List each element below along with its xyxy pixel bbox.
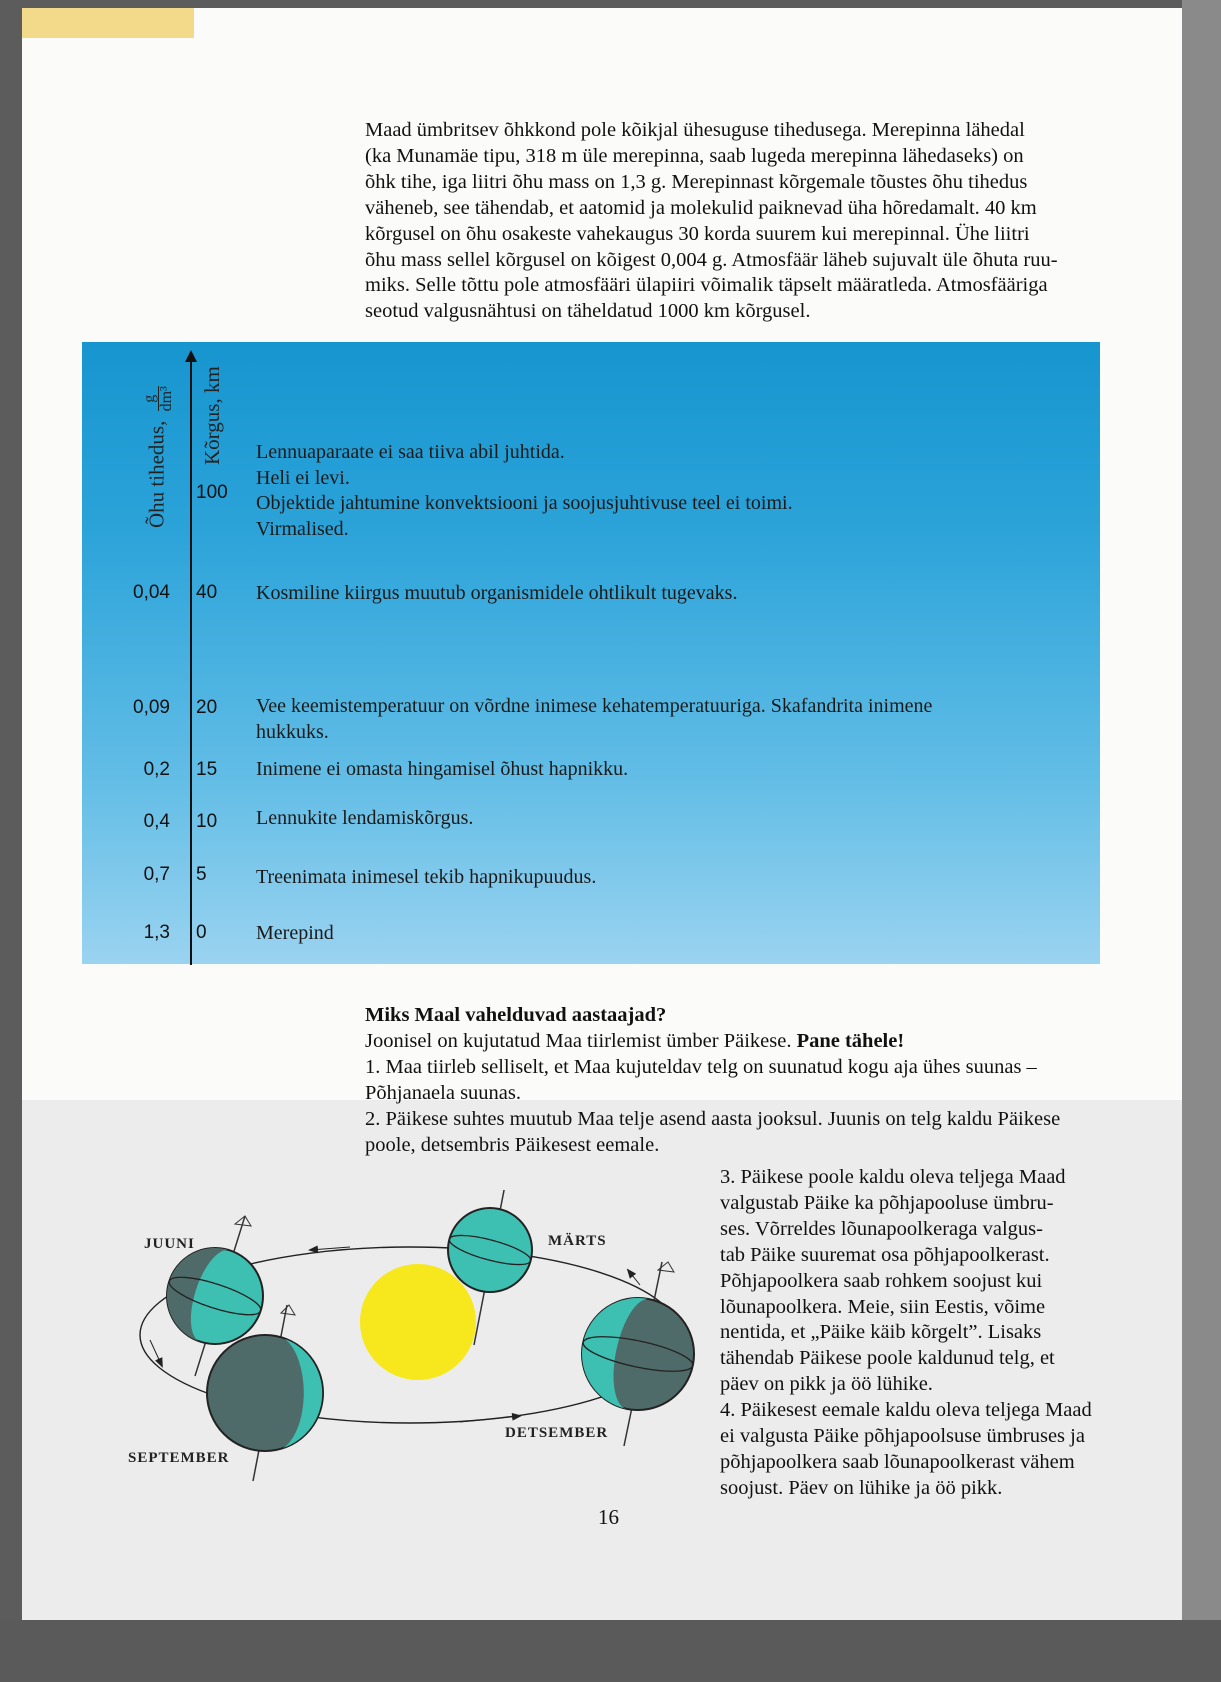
seasons-line: 1. Maa tiirleb selliselt, et Maa kujuteldav telg on suunatud kogu aja ühes suunas – — [365, 1055, 1037, 1078]
row-line: Heli ei levi. — [256, 466, 350, 489]
page-tab-marker — [22, 8, 194, 38]
atmosphere-row-text — [256, 865, 956, 891]
intro-line: kõrgusel on õhu osakeste vahekaugus 30 korda suurem kui merepinnal. Ühe liitri — [365, 222, 1030, 245]
orbit-arrow — [628, 1270, 640, 1285]
page-edge — [1182, 0, 1221, 1682]
density-unit-denominator: dm³ — [158, 386, 175, 412]
seasons-line: 2. Päikese suhtes muutub Maa telje asend aasta jooksul. Juunis on telg kaldu Päikese — [365, 1107, 1061, 1130]
page-number: 16 — [598, 1505, 619, 1529]
row-line: Virmalised. — [256, 517, 349, 540]
density-value: 0,2 — [143, 759, 170, 780]
row-line: Treenimata inimesel tekib hapnikupuudus. — [256, 866, 597, 888]
atmosphere-row-text — [256, 806, 956, 832]
altitude-value: 40 — [196, 582, 218, 603]
density-unit-numerator: g — [142, 386, 159, 411]
section-heading: Miks Maal vahelduvad aastaajad? — [365, 1004, 667, 1026]
label-december: DETSEMBER — [505, 1425, 609, 1441]
seasons-intro: Joonisel on kujutatud Maa tiirlemist ümber Päikese. — [365, 1029, 792, 1052]
seasons-line: 3. Päikese poole kaldu oleva teljega Maad — [720, 1166, 1066, 1188]
altitude-axis — [190, 360, 192, 965]
orbit-diagram — [120, 1190, 710, 1490]
label-march: MÄRTS — [548, 1233, 607, 1249]
intro-line: väheneb, see tähendab, et aatomid ja molekulid paiknevad üha hõredamalt. 40 km — [365, 196, 1037, 219]
altitude-value: 5 — [196, 864, 207, 885]
intro-line: Maad ümbritsev õhkkond pole kõikjal ühesuguse tihedusega. Merepinna lähedal — [365, 119, 1025, 141]
altitude-value: 15 — [196, 759, 218, 780]
label-september: SEPTEMBER — [128, 1450, 230, 1466]
altitude-value: 100 — [196, 482, 228, 503]
seasons-line — [365, 1029, 1105, 1055]
row-line: Lennukite lendamiskõrgus. — [256, 807, 474, 829]
seasons-line: poole, detsembris Päikesest eemale. — [365, 1133, 660, 1156]
intro-line: miks. Selle tõttu pole atmosfääri ülapiiri võimalik täpselt määratleda. Atmosfääriga — [365, 274, 1048, 297]
density-value: 0,4 — [143, 811, 170, 832]
seasons-text-right — [720, 1165, 1105, 1502]
altitude-value: 10 — [196, 811, 218, 832]
seasons-line: põhjapoolkera saab lõunapoolkerast vähem — [720, 1450, 1075, 1473]
orbit-arrow — [150, 1340, 162, 1366]
density-value: 0,7 — [143, 864, 170, 885]
seasons-line: lõunapoolkera. Meie, siin Eestis, võime — [720, 1295, 1046, 1318]
atmosphere-row-text — [256, 757, 956, 783]
row-line: Vee keemistemperatuur on võrdne inimese kehatemperatuuriga. Skafandrita inimene — [256, 695, 933, 717]
density-value: 0,09 — [133, 697, 170, 718]
row-line: Inimene ei omasta hingamisel õhust hapnikku. — [256, 758, 629, 780]
atmosphere-row-text — [256, 581, 956, 607]
density-axis-title: Õhu tihedus, — [144, 420, 169, 528]
altitude-value: 20 — [196, 697, 218, 718]
intro-line: seotud valgusnähtusi on täheldatud 1000 km kõrgusel. — [365, 300, 811, 323]
seasons-line: Põhjapoolkera saab rohkem soojust kui — [720, 1269, 1043, 1292]
seasons-line: tab Päike suuremat osa põhjapoolkerast. — [720, 1243, 1050, 1266]
row-line: Kosmiline kiirgus muutub organismidele ohtlikult tugevaks. — [256, 582, 738, 604]
seasons-line: soojust. Päev on lühike ja öö pikk. — [720, 1476, 1003, 1499]
seasons-text — [365, 1003, 1105, 1158]
density-value: 1,3 — [143, 922, 170, 943]
density-value: 0,04 — [133, 582, 170, 603]
seasons-line: nentida, et „Päike käib kõrgelt”. Lisaks — [720, 1321, 1042, 1344]
row-line: Objektide jahtumine konvektsiooni ja soojusjuhtivuse teel ei toimi. — [256, 492, 793, 514]
label-june: JUUNI — [144, 1236, 195, 1252]
orbit-arrow — [460, 1416, 520, 1422]
intro-line: (ka Munamäe tipu, 318 m üle merepinna, saab lugeda merepinna lähedaseks) on — [365, 144, 1024, 167]
atmosphere-row-text — [256, 440, 956, 542]
altitude-axis-label: Kõrgus, km — [200, 366, 224, 465]
seasons-line: ses. Võrreldes lõunapoolkeraga valgus- — [720, 1217, 1043, 1240]
seasons-line: valgustab Päike ka põhjapooluse ümbru- — [720, 1191, 1054, 1214]
intro-paragraph — [365, 118, 1097, 325]
atmosphere-row-text — [256, 921, 956, 947]
seasons-emphasis: Pane tähele! — [796, 1029, 905, 1052]
earth-december — [572, 1262, 696, 1446]
intro-line: õhk tihe, iga liitri õhu mass on 1,3 g. Merepinnast kõrgemale tõustes õhu tihedus — [365, 170, 1028, 193]
row-line: hukkuks. — [256, 720, 329, 743]
atmosphere-row-text — [256, 694, 1046, 745]
seasons-line: päev on pikk ja öö lühike. — [720, 1373, 933, 1396]
row-line: Lennuaparaate ei saa tiiva abil juhtida. — [256, 441, 565, 463]
density-axis-label — [142, 386, 175, 528]
seasons-line: tähendab Päikese poole kaldunud telg, et — [720, 1347, 1055, 1370]
altitude-value: 0 — [196, 922, 207, 943]
scan-background — [0, 1620, 1221, 1682]
intro-line: õhu mass sellel kõrgusel on kõigest 0,004 g. Atmosfäär läheb sujuvalt üle õhuta ruu- — [365, 248, 1058, 271]
seasons-line: 4. Päikesest eemale kaldu oleva teljega Maad — [720, 1399, 1092, 1422]
row-line: Merepind — [256, 922, 334, 944]
sun — [360, 1264, 476, 1380]
seasons-line: ei valgusta Päike põhjapoolsuse ümbruses ja — [720, 1425, 1085, 1448]
seasons-line: Põhjanaela suunas. — [365, 1081, 521, 1104]
